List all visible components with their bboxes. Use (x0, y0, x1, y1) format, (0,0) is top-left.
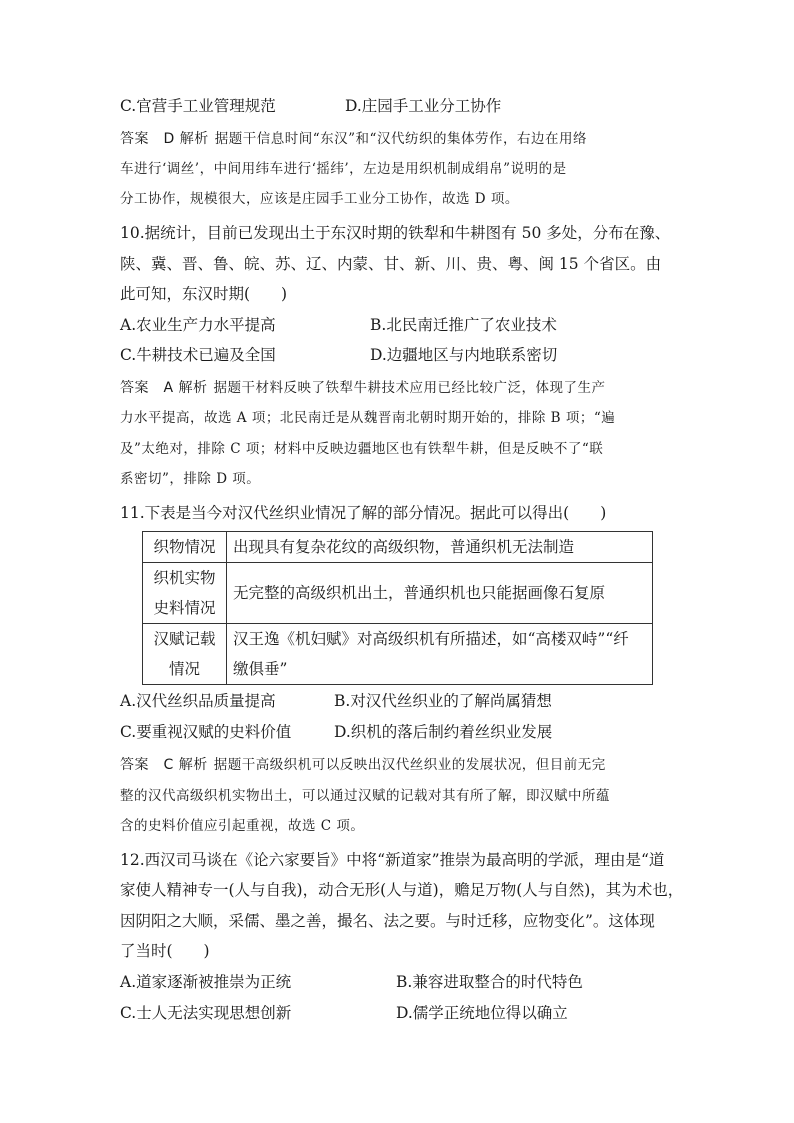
q10-answer-line-1: 答案 A 解析 据题干材料反映了铁犁牛耕技术应用已经比较广泛，体现了生产 (120, 380, 606, 396)
q10-stem-line-2: 陕、冀、晋、鲁、皖、苏、辽、内蒙、甘、新、川、贵、粤、闽 15 个省区。由 (120, 255, 662, 273)
q11-option-b[interactable]: B.对汉代丝织业的了解尚属猜想 (334, 692, 552, 710)
q11-table (142, 531, 653, 685)
q12-stem-line-1: 12.西汉司马谈在《论六家要旨》中将“新道家”推崇为最高明的学派，理由是“道 (120, 851, 665, 869)
q9-answer-line-2: 车进行‘调丝’，中间用纬车进行‘摇纬’，左边是用织机制成绢帛”说明的是 (120, 161, 567, 177)
q11-option-a[interactable]: A.汉代丝织品质量提高 (120, 692, 276, 710)
q10-stem-line-1: 10.据统计，目前已发现出土于东汉时期的铁犁和牛耕图有 50 多处，分布在豫、 (120, 224, 671, 242)
q11-answer-line-1: 答案 C 解析 据题干高级织机可以反映出汉代丝织业的发展状况，但目前无完 (120, 757, 606, 773)
q11-answer-label: 答案 C 解析 (120, 757, 208, 773)
q12-stem-line-3: 因阴阳之大顺，采儒、墨之善，撮名、法之要。与时迁移，应物变化”。这体现 (120, 912, 655, 930)
q9-answer-line-3: 分工协作，规模很大，应该是庄园手工业分工协作，故选 D 项。 (120, 191, 519, 207)
q10-option-c[interactable]: C.牛耕技术已遍及全国 (120, 346, 276, 364)
q12-stem-line-2: 家使人精神专一(人与自我)，动合无形(人与道)，赡足万物(人与自然)，其为术也， (120, 881, 684, 899)
q9-answer-line-1: 答案 D 解析 据题干信息时间“东汉”和“汉代纺织的集体劳作，右边在用络 (120, 131, 587, 147)
q10-option-a[interactable]: A.农业生产力水平提高 (120, 316, 276, 334)
q11-stem: 11.下表是当今对汉代丝织业情况了解的部分情况。据此可以得出( ) (120, 504, 607, 522)
table-row (143, 563, 653, 624)
q10-answer-line-2: 力水平提高，故选 A 项；北民南迁是从魏晋南北朝时期开始的，排除 B 项；“遍 (120, 410, 616, 426)
table-head-cell: 汉赋记载 情况 (143, 624, 227, 685)
q11-option-d[interactable]: D.织机的落后制约着丝织业发展 (334, 723, 553, 741)
q10-stem-line-3: 此可知，东汉时期( ) (120, 285, 288, 303)
q11-option-c[interactable]: C.要重视汉赋的史料价值 (120, 723, 292, 741)
q11-answer-line-2: 整的汉代高级织机实物出土，可以通过汉赋的记载对其有所了解，即汉赋中所蕴 (120, 788, 610, 804)
q10-option-d[interactable]: D.边疆地区与内地联系密切 (370, 346, 558, 364)
table-content-cell: 汉王逸《机妇赋》对高级织机有所描述，如“高楼双峙”“纤 缴俱垂” (227, 624, 653, 685)
q11-answer-line-3: 含的史料价值应引起重视，故选 C 项。 (120, 818, 365, 834)
q9-option-c[interactable]: C.官营手工业管理规范 (120, 97, 276, 115)
q12-stem-line-4: 了当时( ) (120, 942, 210, 960)
q9-option-d[interactable]: D.庄园手工业分工协作 (345, 97, 502, 115)
table-head-cell: 织物情况 (143, 532, 227, 563)
q10-answer-label: 答案 A 解析 (120, 380, 208, 396)
table-content-cell: 出现具有复杂花纹的高级织物，普通织机无法制造 (227, 532, 653, 563)
q10-option-b[interactable]: B.北民南迁推广了农业技术 (370, 316, 557, 334)
q10-answer-line-4: 系密切”，排除 D 项。 (120, 471, 261, 487)
table-row (143, 532, 653, 563)
q12-option-a[interactable]: A.道家逐渐被推崇为正统 (120, 973, 292, 991)
table-content-cell: 无完整的高级织机出土，普通织机也只能据画像石复原 (227, 563, 653, 624)
q9-answer-label: 答案 D 解析 (120, 131, 209, 147)
table-head-cell: 织机实物 史料情况 (143, 563, 227, 624)
q10-answer-line-3: 及”太绝对，排除 C 项；材料中反映边疆地区也有铁犁牛耕，但是反映不了“联 (120, 441, 604, 457)
table-row (143, 624, 653, 685)
q12-option-b[interactable]: B.兼容进取整合的时代特色 (396, 973, 583, 991)
q12-option-c[interactable]: C.士人无法实现思想创新 (120, 1004, 292, 1022)
q12-option-d[interactable]: D.儒学正统地位得以确立 (396, 1004, 568, 1022)
